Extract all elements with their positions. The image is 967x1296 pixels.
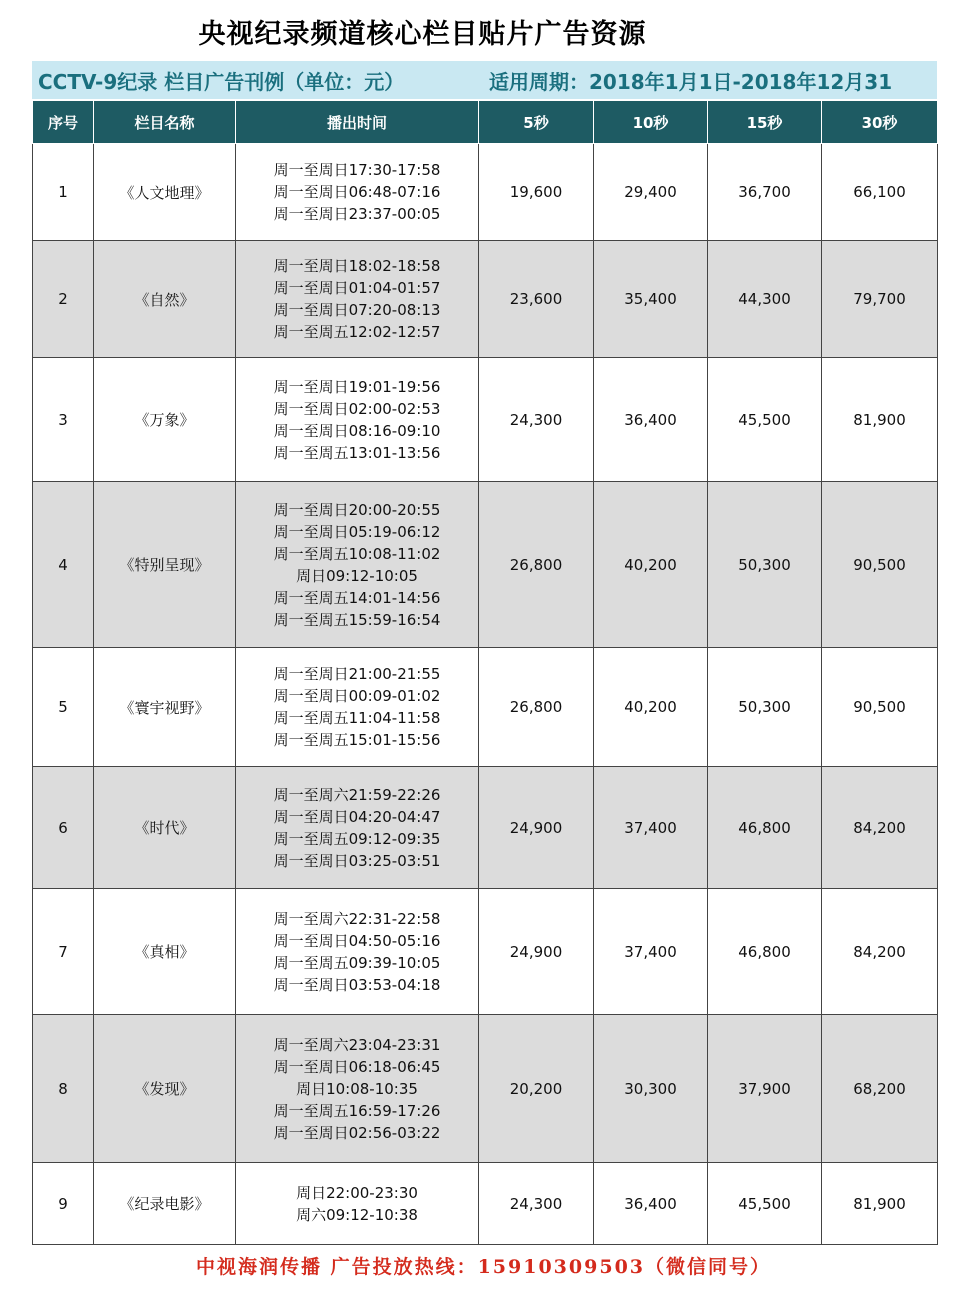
price-10s: 40,200 <box>594 482 708 648</box>
price-15s: 50,300 <box>708 482 822 648</box>
price-5s: 24,900 <box>479 767 594 889</box>
airtime-slot: 周日22:00-23:30 <box>296 1183 418 1202</box>
price-10s: 35,400 <box>594 241 708 358</box>
program-name: 《寰宇视野》 <box>94 648 236 767</box>
price-30s: 68,200 <box>822 1015 938 1163</box>
price-30s: 84,200 <box>822 889 938 1015</box>
subheader-bar <box>32 61 937 99</box>
price-30s: 66,100 <box>822 144 938 241</box>
airtime-slot: 周一至周日06:48-07:16 <box>273 183 441 201</box>
program-name: 《发现》 <box>94 1015 236 1163</box>
airtime-slot: 周一至周日01:04-01:57 <box>273 279 441 297</box>
price-5s: 24,300 <box>479 358 594 482</box>
price-10s: 37,400 <box>594 767 708 889</box>
airtime-slot: 周一至周日00:09-01:02 <box>273 687 441 705</box>
header-no: 序号 <box>33 101 94 144</box>
row-number: 4 <box>33 482 94 648</box>
price-15s: 36,700 <box>708 144 822 241</box>
program-name: 《特别呈现》 <box>94 482 236 648</box>
airtime-slot: 周一至周日21:00-21:55 <box>273 665 441 683</box>
airtime-slot: 周一至周日08:16-09:10 <box>273 421 441 440</box>
table-row <box>33 482 938 648</box>
airtime-slot: 周六09:12-10:38 <box>296 1205 418 1224</box>
airtime-slot: 周一至周六22:31-22:58 <box>273 909 441 928</box>
airtime-slot: 周一至周五12:02-12:57 <box>273 323 441 341</box>
price-15s: 46,800 <box>708 767 822 889</box>
program-name: 《真相》 <box>94 889 236 1015</box>
price-10s: 36,400 <box>594 358 708 482</box>
price-15s: 37,900 <box>708 1015 822 1163</box>
price-30s: 90,500 <box>822 648 938 767</box>
airtime-slot: 周一至周日04:50-05:16 <box>273 931 441 950</box>
price-5s: 20,200 <box>479 1015 594 1163</box>
header-program: 栏目名称 <box>94 101 236 144</box>
table-row <box>33 889 938 1015</box>
airtime-cell <box>236 1015 479 1163</box>
airtime-slot: 周一至周五14:01-14:56 <box>273 588 441 607</box>
table-row <box>33 767 938 889</box>
header-30s: 30秒 <box>822 101 938 144</box>
price-5s: 19,600 <box>479 144 594 241</box>
price-5s: 24,300 <box>479 1163 594 1245</box>
validity-period: 适用周期：2018年1月1日-2018年12月31 <box>489 69 893 94</box>
rate-card-label: CCTV-9纪录 栏目广告刊例（单位：元） <box>38 69 405 94</box>
price-10s: 36,400 <box>594 1163 708 1245</box>
table-header-row <box>33 101 938 144</box>
header-15s: 15秒 <box>708 101 822 144</box>
airtime-slot: 周一至周五11:04-11:58 <box>273 709 441 727</box>
row-number: 6 <box>33 767 94 889</box>
table-row <box>33 144 938 241</box>
airtime-slot: 周一至周五10:08-11:02 <box>273 544 441 563</box>
airtime-slot: 周一至周日06:18-06:45 <box>273 1057 441 1076</box>
airtime-cell <box>236 889 479 1015</box>
price-5s: 26,800 <box>479 482 594 648</box>
price-5s: 24,900 <box>479 889 594 1015</box>
price-30s: 84,200 <box>822 767 938 889</box>
row-number: 9 <box>33 1163 94 1245</box>
price-15s: 50,300 <box>708 648 822 767</box>
airtime-slot: 周一至周五16:59-17:26 <box>273 1101 441 1120</box>
airtime-slot: 周一至周五09:12-09:35 <box>273 829 441 848</box>
table-row <box>33 648 938 767</box>
airtime-cell <box>236 1163 479 1245</box>
price-15s: 45,500 <box>708 358 822 482</box>
row-number: 2 <box>33 241 94 358</box>
contact-hotline: 中视海润传播 广告投放热线：15910309503（微信同号） <box>195 1256 772 1278</box>
table-row <box>33 1015 938 1163</box>
price-10s: 30,300 <box>594 1015 708 1163</box>
airtime-slot: 周一至周日18:02-18:58 <box>273 257 441 275</box>
airtime-cell <box>236 648 479 767</box>
airtime-slot: 周一至周日23:37-00:05 <box>273 205 441 223</box>
airtime-slot: 周日10:08-10:35 <box>296 1079 418 1098</box>
price-15s: 46,800 <box>708 889 822 1015</box>
price-10s: 40,200 <box>594 648 708 767</box>
header-airtime: 播出时间 <box>236 101 479 144</box>
airtime-slot: 周一至周五09:39-10:05 <box>273 953 441 972</box>
table-row <box>33 358 938 482</box>
table-row <box>33 241 938 358</box>
table-row <box>33 1163 938 1245</box>
airtime-slot: 周一至周日19:01-19:56 <box>273 377 441 396</box>
airtime-slot: 周一至周六23:04-23:31 <box>273 1035 441 1054</box>
rate-table <box>32 100 938 1245</box>
airtime-slot: 周一至周日03:53-04:18 <box>273 975 441 994</box>
price-30s: 81,900 <box>822 358 938 482</box>
page-title: 央视纪录频道核心栏目贴片广告资源 <box>198 19 647 50</box>
airtime-slot: 周一至周日04:20-04:47 <box>273 807 441 826</box>
airtime-slot: 周一至周日03:25-03:51 <box>273 851 441 870</box>
airtime-slot: 周一至周日02:56-03:22 <box>273 1123 441 1142</box>
header-5s: 5秒 <box>479 101 594 144</box>
airtime-slot: 周一至周日17:30-17:58 <box>273 161 441 179</box>
airtime-slot: 周日09:12-10:05 <box>296 566 418 585</box>
airtime-slot: 周一至周五15:01-15:56 <box>273 731 441 749</box>
airtime-cell <box>236 767 479 889</box>
price-10s: 29,400 <box>594 144 708 241</box>
airtime-cell <box>236 144 479 241</box>
price-10s: 37,400 <box>594 889 708 1015</box>
price-30s: 81,900 <box>822 1163 938 1245</box>
airtime-cell <box>236 358 479 482</box>
airtime-slot: 周一至周五13:01-13:56 <box>273 443 441 462</box>
row-number: 8 <box>33 1015 94 1163</box>
program-name: 《万象》 <box>94 358 236 482</box>
airtime-slot: 周一至周六21:59-22:26 <box>273 785 441 804</box>
airtime-slot: 周一至周日20:00-20:55 <box>273 500 441 519</box>
price-30s: 90,500 <box>822 482 938 648</box>
row-number: 3 <box>33 358 94 482</box>
program-name: 《人文地理》 <box>94 144 236 241</box>
price-5s: 26,800 <box>479 648 594 767</box>
program-name: 《自然》 <box>94 241 236 358</box>
row-number: 5 <box>33 648 94 767</box>
price-15s: 45,500 <box>708 1163 822 1245</box>
price-5s: 23,600 <box>479 241 594 358</box>
airtime-slot: 周一至周日07:20-08:13 <box>273 301 441 319</box>
airtime-slot: 周一至周五15:59-16:54 <box>273 610 441 629</box>
airtime-cell <box>236 241 479 358</box>
header-10s: 10秒 <box>594 101 708 144</box>
airtime-slot: 周一至周日02:00-02:53 <box>273 399 441 418</box>
program-name: 《时代》 <box>94 767 236 889</box>
row-number: 1 <box>33 144 94 241</box>
program-name: 《纪录电影》 <box>94 1163 236 1245</box>
price-15s: 44,300 <box>708 241 822 358</box>
row-number: 7 <box>33 889 94 1015</box>
airtime-cell <box>236 482 479 648</box>
price-30s: 79,700 <box>822 241 938 358</box>
airtime-slot: 周一至周日05:19-06:12 <box>273 522 441 541</box>
